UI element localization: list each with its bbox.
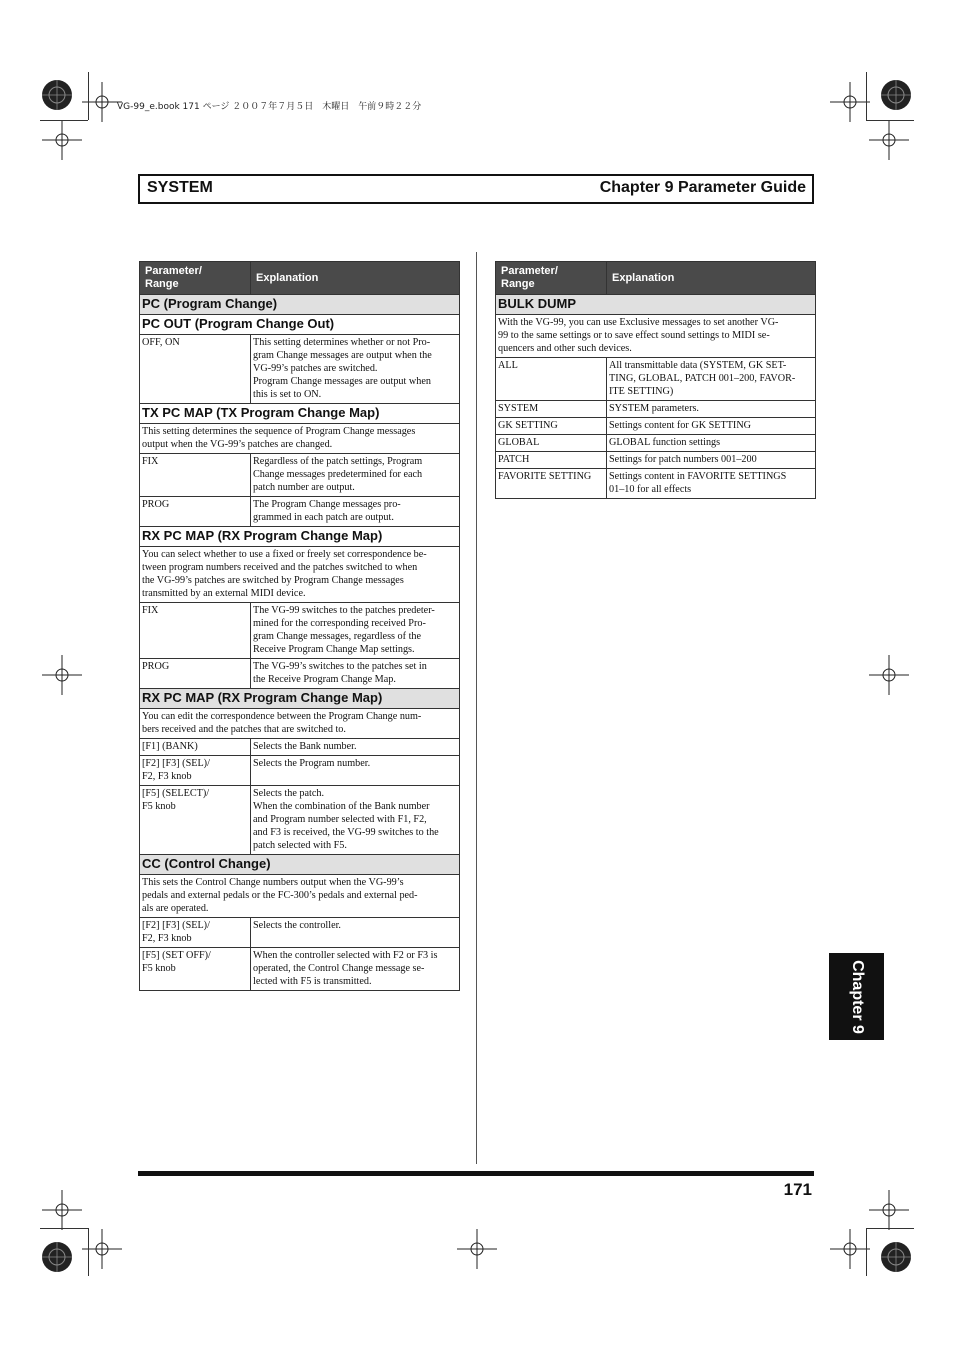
crosshair-icon [42,1190,82,1230]
param-cell: FIX [140,454,251,497]
explanation-cell: Regardless of the patch settings, Program Change messages predetermined for each patch number are output. [251,454,460,497]
page-header [138,174,814,204]
crosshair-icon [869,1190,909,1230]
table-row [140,739,460,756]
explanation-cell: The Program Change messages pro- grammed in each patch are output. [251,497,460,527]
crosshair-icon [457,1229,497,1269]
column-header-explanation: Explanation [607,262,816,295]
param-cell: [F5] (SELECT)/ F5 knob [140,786,251,855]
section-heading: PC (Program Change) [140,295,460,315]
subsection-heading: TX PC MAP (TX Program Change Map) [140,404,460,424]
column-header-parameter: Parameter/ Range [496,262,607,295]
param-cell: [F5] (SET OFF)/ F5 knob [140,948,251,991]
subsection-heading: RX PC MAP (RX Program Change Map) [140,689,460,709]
column-header-explanation: Explanation [251,262,460,295]
explanation-cell: The VG-99’s switches to the patches set in the Receive Program Change Map. [251,659,460,689]
table-row [140,603,460,659]
param-cell: SYSTEM [496,401,607,418]
crop-line [866,72,867,120]
param-cell: FAVORITE SETTING [496,469,607,499]
registration-mark-icon [37,75,77,115]
explanation-cell: This setting determines whether or not Pro- gram Change messages are output when the VG-99’s patches are switched. Program Change messages are output when this is set to ON. [251,335,460,404]
crop-line [88,1228,89,1276]
crosshair-icon [42,120,82,160]
crop-line [40,120,88,121]
section-heading: BULK DUMP [496,295,816,315]
page-number: 171 [783,1180,812,1199]
parameter-table-left [139,261,460,991]
table-header [140,262,460,295]
column-header-parameter: Parameter/ Range [140,262,251,295]
table-row [140,497,460,527]
table-row [496,358,816,401]
crosshair-icon [830,1229,870,1269]
explanation-cell: When the controller selected with F2 or F3 is operated, the Control Change message se- lected with F5 is transmitted. [251,948,460,991]
crop-line [866,1228,914,1229]
subsection-heading: PC OUT (Program Change Out) [140,315,460,335]
description-cell: This setting determines the sequence of Program Change messages output when the VG-99’s patches are changed. [140,424,460,454]
param-cell: [F2] [F3] (SEL)/ F2, F3 knob [140,918,251,948]
description-cell: With the VG-99, you can use Exclusive messages to set another VG- 99 to the same settings or to save effect sound settings to MIDI se- quencers and other such devices. [496,315,816,358]
table-row [496,401,816,418]
registration-mark-icon [37,1237,77,1277]
param-cell: GLOBAL [496,435,607,452]
registration-mark-icon [876,1237,916,1277]
table-row [496,418,816,435]
table-row [140,918,460,948]
crop-line [88,72,89,120]
crosshair-icon [42,655,82,695]
subsection-heading: RX PC MAP (RX Program Change Map) [140,527,460,547]
crop-line [40,1228,88,1229]
explanation-cell: GLOBAL function settings [607,435,816,452]
print-info: VG-99_e.book 171 ページ ２００７年７月５日 木曜日 午前９時２２分 [117,102,422,112]
crosshair-icon [869,120,909,160]
crosshair-icon [830,82,870,122]
explanation-cell: Selects the controller. [251,918,460,948]
param-cell: ALL [496,358,607,401]
section-heading: CC (Control Change) [140,855,460,875]
param-cell: [F1] (BANK) [140,739,251,756]
chapter-tab-label: Chapter 9 [848,959,866,1034]
explanation-cell: SYSTEM parameters. [607,401,816,418]
table-row [140,454,460,497]
explanation-cell: Settings content for GK SETTING [607,418,816,435]
explanation-cell: Selects the Bank number. [251,739,460,756]
table-row [496,452,816,469]
param-cell: FIX [140,603,251,659]
table-row [496,469,816,499]
footer-rule [138,1171,814,1176]
parameter-table-right [495,261,816,499]
table-row [496,435,816,452]
param-cell: OFF, ON [140,335,251,404]
table-row [140,335,460,404]
description-cell: This sets the Control Change numbers output when the VG-99’s pedals and external pedals or the FC-300’s pedals and external ped- als are operated. [140,875,460,918]
column-divider [476,252,477,1164]
param-cell: [F2] [F3] (SEL)/ F2, F3 knob [140,756,251,786]
description-cell: You can edit the correspondence between the Program Change num- bers received and the patches that are switched to. [140,709,460,739]
param-cell: GK SETTING [496,418,607,435]
param-cell: PROG [140,659,251,689]
param-cell: PATCH [496,452,607,469]
param-cell: PROG [140,497,251,527]
section-title: SYSTEM [147,179,213,196]
explanation-cell: Selects the patch. When the combination of the Bank number and Program number selected with F1, F2, and F3 is received, the VG-99 switches to the patch selected with F5. [251,786,460,855]
crop-line [866,120,914,121]
registration-mark-icon [876,75,916,115]
chapter-title: Chapter 9 Parameter Guide [599,179,806,196]
description-cell: You can select whether to use a fixed or freely set correspondence be- tween program numbers received and the patches switched to when the VG-99’s patches are switched by Program Change messages transmitted by an external MIDI device. [140,547,460,603]
table-header [496,262,816,295]
explanation-cell: All transmittable data (SYSTEM, GK SET- TING, GLOBAL, PATCH 001–200, FAVOR- ITE SETTING) [607,358,816,401]
crop-line [866,1228,867,1276]
explanation-cell: The VG-99 switches to the patches predeter- mined for the corresponding received Pro- gram Change messages, regardless of the Receive Program Change Map settings. [251,603,460,659]
explanation-cell: Settings content in FAVORITE SETTINGS 01–10 for all effects [607,469,816,499]
crosshair-icon [869,655,909,695]
table-row [140,659,460,689]
explanation-cell: Selects the Program number. [251,756,460,786]
table-row [140,948,460,991]
chapter-tab [829,953,884,1040]
table-row [140,756,460,786]
explanation-cell: Settings for patch numbers 001–200 [607,452,816,469]
table-row [140,786,460,855]
